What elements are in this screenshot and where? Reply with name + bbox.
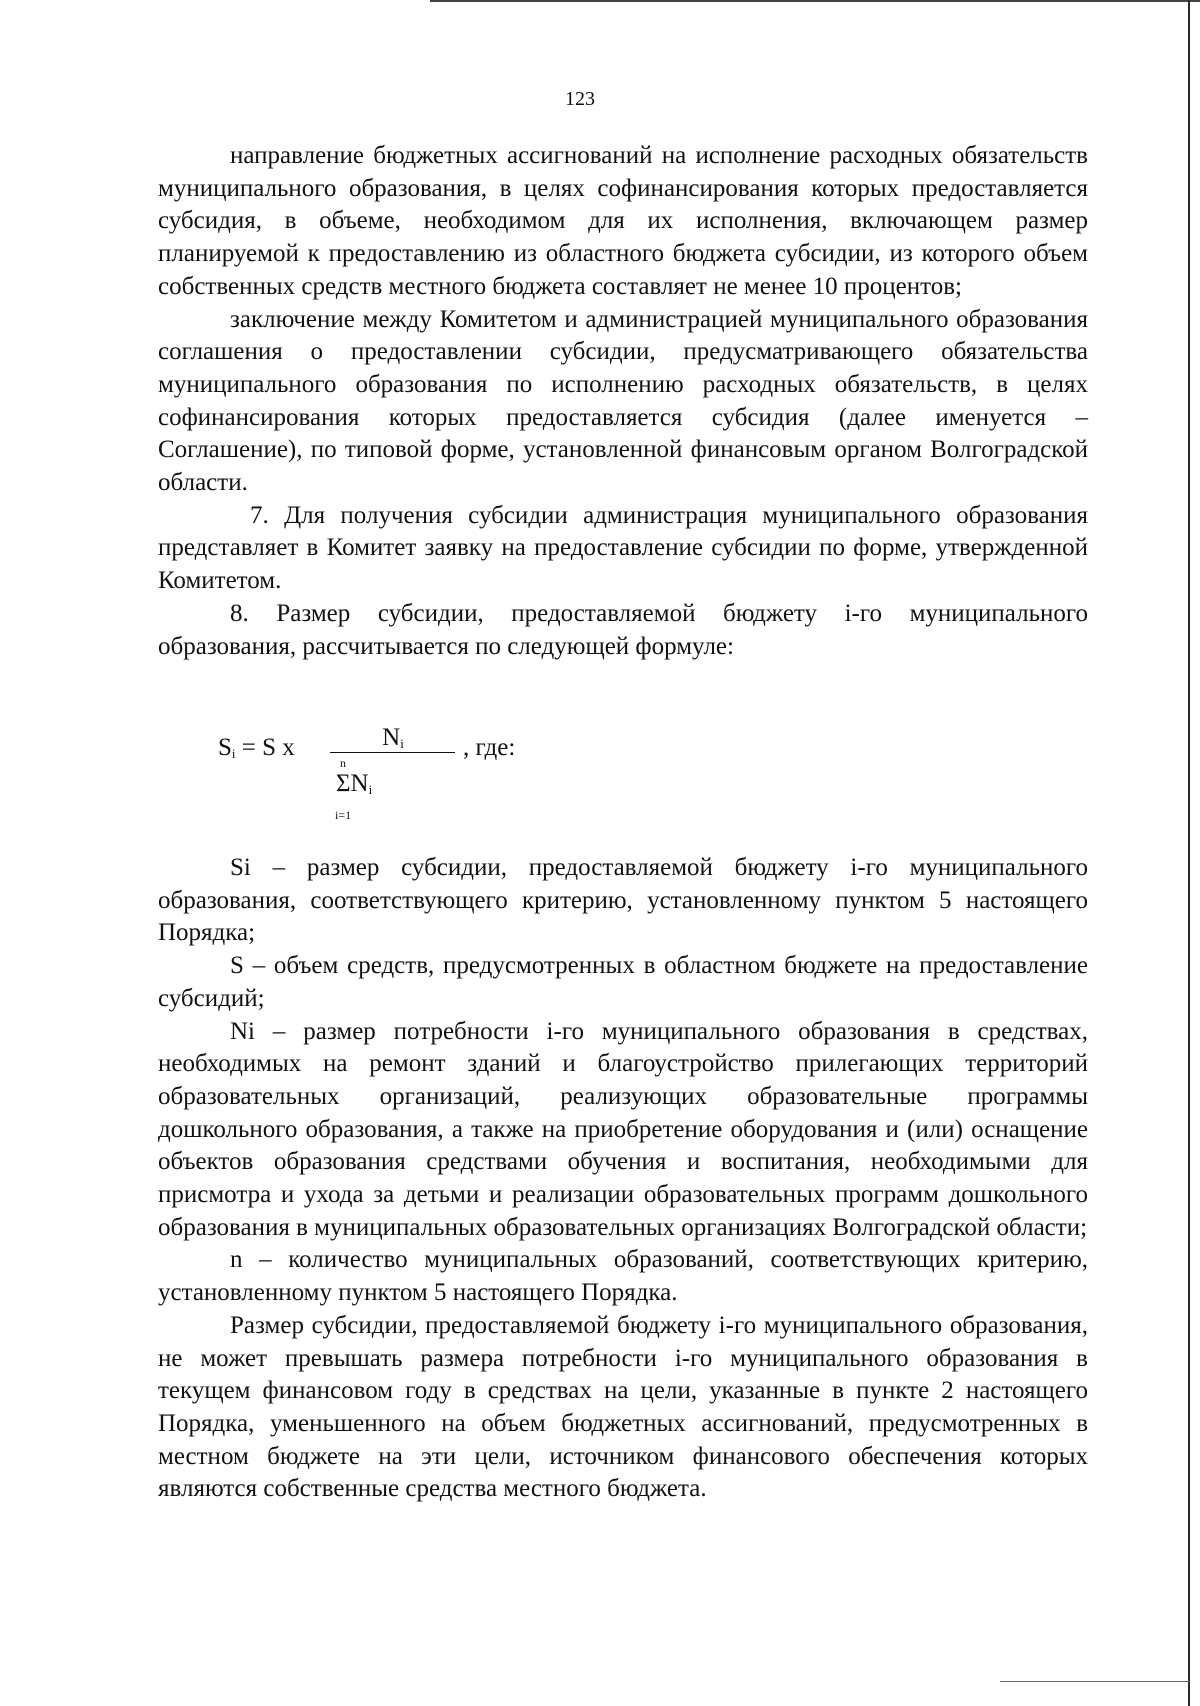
scan-edge-bottom	[1000, 1681, 1190, 1682]
page-number: 123	[565, 88, 595, 110]
definition-n: n – количество муниципальных образований, соответствующих критерию, установленному пунктом 5 настоящего Порядка.	[158, 1246, 1088, 1307]
definition-ni: Ni – размер потребности i-го муниципального образования в средствах, необходимых на ремонт зданий и благоустройство прилегающих территорий образовательных организаций, реализующих образовательные программы дошкольного образования, а также на приобретение оборудования и (или) оснащение объектов образования средствами обучения и воспитания, необходимыми для присмотра и ухода за детьми и реализации образовательных программ дошкольного образования в муниципальных образовательных организациях Волгоградской области;	[158, 1017, 1088, 1241]
text-block-upper	[158, 140, 1088, 663]
definition-si: Si – размер субсидии, предоставляемой бюджету i-го муниципального образования, соответствующего критерию, установленному пунктом 5 настоящего Порядка;	[158, 854, 1088, 947]
formula-numerator: $N_i$	[382, 724, 404, 751]
formula-tail: , где:	[463, 734, 516, 761]
paragraph-subsidy-limit: Размер субсидии, предоставляемой бюджету i-го муниципального образования, не может превышать размера потребности i-го муниципального образования в текущем финансовом году в средствах на цели, указанные в пункте 2 настоящего Порядка, уменьшенного на объем бюджетных ассигнований, предусмотренных в местном бюджете на эти цели, источником финансового обеспечения которых являются собственные средства местного бюджета.	[158, 1311, 1088, 1503]
scan-edge-top	[430, 0, 1200, 2]
text-block-lower	[158, 852, 1088, 1506]
formula-lhs: $S_i = S$ x	[218, 734, 295, 761]
paragraph-budget-allocations: направление бюджетных ассигнований на исполнение расходных обязательств муниципального образования, в целях софинансирования которых предоставляется субсидия, в объеме, необходимом для их исполнения, включающем размер планируемой к предоставлению из областного бюджета субсидии, из которого объем собственных средств местного бюджета составляет не менее 10 процентов;	[158, 142, 1088, 300]
paragraph-item-8: 8. Размер субсидии, предоставляемой бюджету i-го муниципального образования, рассчитывается по следующей формуле:	[158, 599, 1088, 660]
fraction-bar	[330, 752, 455, 753]
subsidy-formula	[218, 724, 738, 828]
scan-edge-right	[1188, 0, 1190, 1706]
paragraph-item-7: 7. Для получения субсидии администрация муниципального образования представляет в Комитет заявку на предоставление субсидии по форме, утвержденной Комитетом.	[158, 501, 1088, 595]
formula-denominator: $\Sigma N_i$	[336, 770, 373, 797]
sum-lower-limit: i=1	[335, 808, 352, 822]
definition-s: S – объем средств, предусмотренных в областном бюджете на предоставление субсидий;	[158, 952, 1088, 1012]
paragraph-agreement: заключение между Комитетом и администрацией муниципального образования соглашения о предоставлении субсидии, предусматривающего обязательства муниципального образования по исполнению расходных обязательств, в целях софинансирования которых предоставляется субсидия (далее именуется – Соглашение), по типовой форме, установленной финансовым органом Волгоградской области.	[158, 305, 1088, 497]
sum-upper-limit: n	[340, 756, 346, 770]
